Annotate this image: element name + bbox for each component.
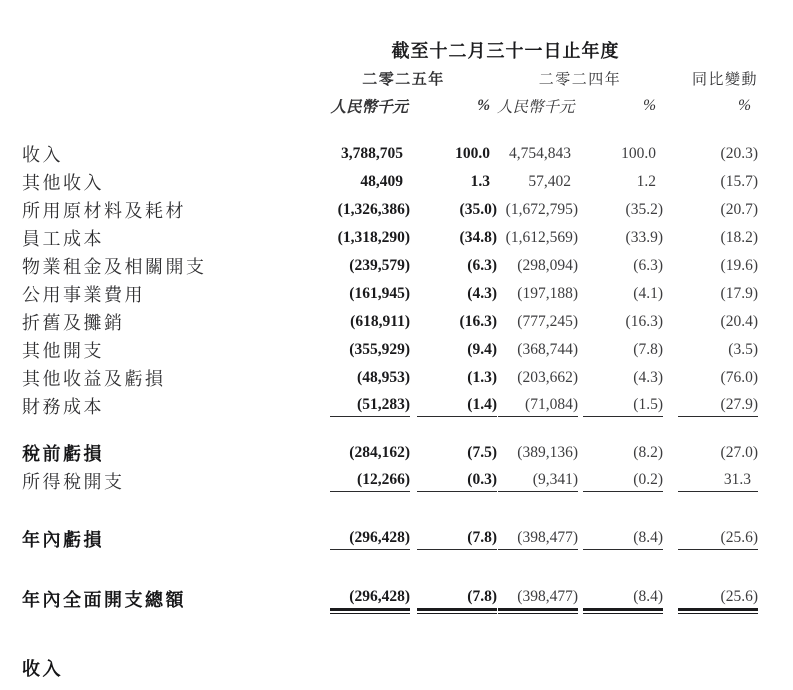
value-p25: (9.4) [467, 341, 497, 358]
value-a25: (12,266) [357, 470, 410, 488]
value-p24: (1.5) [633, 395, 663, 413]
value-p25: (0.3) [467, 470, 497, 488]
cell-p24 [578, 308, 663, 336]
cell-p25 [410, 308, 497, 336]
value-a24: (1,612,569) [505, 229, 578, 246]
value-yoy: (17.9) [720, 285, 758, 302]
row-label: 員工成本 [22, 229, 104, 249]
value-p24: (16.3) [625, 313, 663, 330]
value-a24: 57,402 [528, 173, 571, 190]
table-row [22, 364, 758, 392]
value-p25: (7.8) [467, 587, 497, 605]
value-yoy: (3.5) [728, 341, 758, 358]
value-a24: (1,672,795) [505, 201, 578, 218]
cell-p24 [578, 525, 663, 553]
table-body [22, 140, 758, 613]
table-row [22, 224, 758, 252]
value-a25: (239,579) [349, 257, 410, 274]
value-a24: 4,754,843 [509, 145, 571, 162]
cell-yoy [663, 168, 758, 196]
cell-a24 [497, 439, 578, 467]
cell-a25 [310, 224, 410, 252]
cell-a24 [497, 392, 578, 420]
year-header-row [22, 64, 758, 92]
cell-a24 [497, 140, 578, 168]
cell-a24 [497, 364, 578, 392]
value-a24: (298,094) [517, 257, 578, 274]
value-a24: (398,477) [517, 528, 578, 546]
cell-p25 [410, 585, 497, 613]
cell-a25 [310, 585, 410, 613]
value-p25: (35.0) [459, 201, 497, 218]
value-a25: (1,326,386) [337, 201, 410, 218]
row-label: 公用事業費用 [22, 285, 145, 305]
cell-yoy [663, 467, 758, 495]
cell-a24 [497, 280, 578, 308]
value-p25: 1.3 [470, 173, 490, 190]
value-p25: (1.3) [467, 369, 497, 386]
cell-a25 [310, 336, 410, 364]
value-yoy: (25.6) [720, 587, 758, 605]
cell-a25 [310, 168, 410, 196]
row-label: 所用原材料及耗材 [22, 201, 186, 221]
period-title-row [22, 36, 758, 64]
cell-a25 [310, 439, 410, 467]
table-header [22, 36, 758, 140]
cell-yoy [663, 439, 758, 467]
cell-p24 [578, 280, 663, 308]
value-a24: (9,341) [532, 470, 578, 488]
value-p25: (7.5) [467, 444, 497, 461]
table-row [22, 252, 758, 280]
cell-a24 [497, 168, 578, 196]
cell-a25 [310, 196, 410, 224]
cell-p25 [410, 392, 497, 420]
value-p24: (4.3) [633, 369, 663, 386]
row-label: 折舊及攤銷 [22, 313, 125, 333]
row-label: 所得稅開支 [22, 472, 125, 492]
value-p24: (35.2) [625, 201, 663, 218]
row-label: 年內全面開支總額 [22, 590, 186, 610]
value-yoy: (76.0) [720, 369, 758, 386]
cell-yoy [663, 364, 758, 392]
value-p24: (8.4) [633, 528, 663, 546]
table-row [22, 525, 758, 553]
value-a25: (355,929) [349, 341, 410, 358]
table-row [22, 392, 758, 420]
pct-label-2025: % [477, 97, 490, 114]
cell-a25 [310, 308, 410, 336]
cell-yoy [663, 525, 758, 553]
value-a25: (51,283) [357, 395, 410, 413]
value-yoy: (20.3) [720, 145, 758, 162]
row-label: 財務成本 [22, 397, 104, 417]
row-label: 其他開支 [22, 341, 104, 361]
cell-a24 [497, 308, 578, 336]
row-label: 稅前虧損 [22, 444, 104, 464]
cell-p24 [578, 392, 663, 420]
value-a25: (1,318,290) [337, 229, 410, 246]
value-yoy: (20.4) [720, 313, 758, 330]
value-p25: (16.3) [459, 313, 497, 330]
value-yoy: (27.0) [720, 444, 758, 461]
spacer-row [22, 553, 758, 585]
cell-yoy [663, 585, 758, 613]
cell-a25 [310, 525, 410, 553]
pct-label-yoy: % [738, 97, 751, 114]
value-p25: (7.8) [467, 528, 497, 546]
unit-label-2025: 人民幣千元 [330, 99, 408, 116]
cell-a25 [310, 140, 410, 168]
value-p24: 1.2 [636, 173, 656, 190]
cell-a24 [497, 224, 578, 252]
cell-a25 [310, 392, 410, 420]
value-yoy: (18.2) [720, 229, 758, 246]
value-a24: (777,245) [517, 313, 578, 330]
value-p24: (7.8) [633, 341, 663, 358]
unit-header-row [22, 92, 758, 120]
value-a24: (203,662) [517, 369, 578, 386]
cell-p25 [410, 224, 497, 252]
cell-a24 [497, 525, 578, 553]
table-row [22, 140, 758, 168]
cell-yoy [663, 140, 758, 168]
row-label: 其他收入 [22, 173, 104, 193]
cell-a25 [310, 280, 410, 308]
value-yoy: (27.9) [720, 395, 758, 413]
cell-p24 [578, 196, 663, 224]
cell-a25 [310, 467, 410, 495]
column-header-2025: 二零二五年 [362, 71, 445, 88]
cell-a25 [310, 364, 410, 392]
value-a25: (618,911) [350, 313, 410, 330]
cell-p24 [578, 140, 663, 168]
pct-label-2024: % [643, 97, 656, 114]
value-a25: 3,788,705 [341, 145, 403, 162]
value-p25: (34.8) [459, 229, 497, 246]
row-label: 收入 [22, 145, 63, 165]
period-title: 截至十二月三十一日止年度 [391, 41, 620, 61]
cell-yoy [663, 280, 758, 308]
value-p24: (8.4) [633, 587, 663, 605]
cell-p24 [578, 336, 663, 364]
value-a25: (161,945) [349, 285, 410, 302]
cell-p25 [410, 364, 497, 392]
table-row [22, 196, 758, 224]
section-heading-revenue: 收入 [22, 659, 63, 679]
cell-p25 [410, 467, 497, 495]
row-label: 年內虧損 [22, 530, 104, 550]
value-a24: (368,744) [517, 341, 578, 358]
spacer-row [22, 420, 758, 439]
value-a25: (284,162) [349, 444, 410, 461]
table-row [22, 467, 758, 495]
cell-yoy [663, 224, 758, 252]
cell-p24 [578, 585, 663, 613]
header-gap [22, 120, 758, 140]
cell-yoy [663, 252, 758, 280]
cell-p25 [410, 336, 497, 364]
value-p24: (8.2) [633, 444, 663, 461]
value-a25: (48,953) [357, 369, 410, 386]
cell-yoy [663, 308, 758, 336]
value-a24: (398,477) [517, 587, 578, 605]
value-a25: 48,409 [360, 173, 403, 190]
cell-p25 [410, 525, 497, 553]
table-row [22, 439, 758, 467]
column-header-yoy: 同比變動 [691, 71, 758, 88]
value-yoy: (15.7) [720, 173, 758, 190]
value-yoy: (25.6) [720, 528, 758, 546]
cell-p25 [410, 140, 497, 168]
cell-a24 [497, 252, 578, 280]
table-row [22, 168, 758, 196]
cell-p25 [410, 168, 497, 196]
value-yoy: (20.7) [720, 201, 758, 218]
cell-p24 [578, 467, 663, 495]
cell-p24 [578, 168, 663, 196]
cell-yoy [663, 196, 758, 224]
value-p24: (4.1) [633, 285, 663, 302]
value-p25: (6.3) [467, 257, 497, 274]
cell-p25 [410, 439, 497, 467]
table-row [22, 585, 758, 613]
cell-yoy [663, 336, 758, 364]
row-label: 物業租金及相關開支 [22, 257, 207, 277]
value-p24: 100.0 [621, 145, 656, 162]
cell-p25 [410, 280, 497, 308]
cell-p25 [410, 252, 497, 280]
cell-a24 [497, 196, 578, 224]
table-row [22, 336, 758, 364]
cell-a24 [497, 336, 578, 364]
cell-a25 [310, 252, 410, 280]
value-p24: (0.2) [633, 470, 663, 488]
cell-p24 [578, 252, 663, 280]
cell-a24 [497, 585, 578, 613]
row-label: 其他收益及虧損 [22, 369, 166, 389]
cell-p24 [578, 439, 663, 467]
table-row [22, 280, 758, 308]
cell-p25 [410, 196, 497, 224]
spacer-row [22, 495, 758, 525]
column-header-2024: 二零二四年 [538, 71, 622, 88]
cell-a24 [497, 467, 578, 495]
cell-p24 [578, 224, 663, 252]
value-p25: (4.3) [467, 285, 497, 302]
value-a25: (296,428) [349, 587, 410, 605]
cell-p24 [578, 364, 663, 392]
value-a24: (389,136) [517, 444, 578, 461]
value-yoy: (19.6) [720, 257, 758, 274]
value-yoy: 31.3 [723, 470, 751, 488]
value-p24: (6.3) [633, 257, 663, 274]
value-a24: (71,084) [525, 395, 578, 413]
cell-yoy [663, 392, 758, 420]
value-a24: (197,188) [517, 285, 578, 302]
value-a25: (296,428) [349, 528, 410, 546]
income-statement-table [22, 36, 758, 613]
unit-label-2024: 人民幣千元 [497, 99, 575, 116]
value-p25: 100.0 [455, 145, 490, 162]
value-p25: (1.4) [467, 395, 497, 413]
value-p24: (33.9) [625, 229, 663, 246]
table-row [22, 308, 758, 336]
